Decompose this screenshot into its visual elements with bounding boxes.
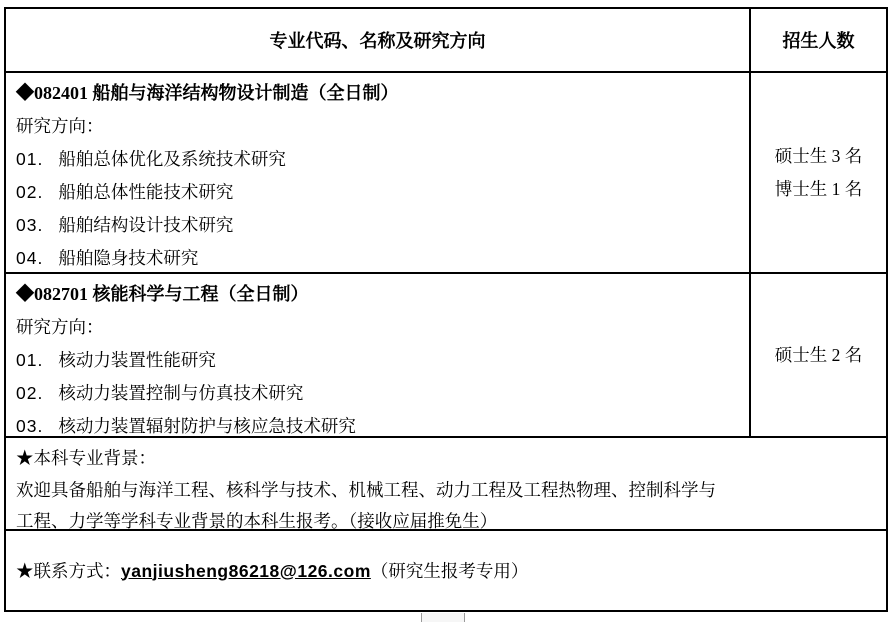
admissions-table — [4, 7, 888, 612]
enrollment-masters: 硕士生 3 名 — [774, 145, 863, 166]
background-text-line2: 工程、力学等学科专业背景的本科生报考。（接收应届推免生） — [16, 511, 498, 531]
direction-number: 02. — [16, 383, 44, 403]
direction-item — [16, 344, 739, 377]
header-cell-major — [6, 9, 751, 71]
direction-number: 03. — [16, 215, 44, 235]
direction-text: 船舶总体优化及系统技术研究 — [58, 149, 286, 169]
contact-prefix: ★联系方式： — [16, 560, 121, 581]
contact-line — [6, 558, 538, 583]
program-082701-title: ◆082701 核能科学与工程（全日制） — [16, 284, 309, 304]
header-cell-enrollment — [751, 9, 886, 71]
direction-text: 核动力装置辐射防护与核应急技术研究 — [58, 416, 356, 436]
direction-text: 船舶结构设计技术研究 — [58, 215, 234, 235]
direction-item — [16, 176, 739, 209]
direction-number: 03. — [16, 416, 44, 436]
direction-item — [16, 209, 739, 242]
direction-number: 01. — [16, 149, 44, 169]
direction-text: 船舶总体性能技术研究 — [58, 182, 234, 202]
direction-item — [16, 410, 739, 443]
direction-number: 01. — [16, 350, 44, 370]
program-082701-details — [6, 274, 751, 436]
direction-item — [16, 377, 739, 410]
contact-email-link[interactable]: yanjiusheng86218@126.com — [121, 560, 371, 581]
enrollment-masters: 硕士生 2 名 — [774, 344, 863, 365]
program-082401-title: ◆082401 船舶与海洋结构物设计制造（全日制） — [16, 83, 399, 103]
program-082401-details — [6, 73, 751, 272]
direction-number: 04. — [16, 248, 44, 268]
background-title: ★本科专业背景： — [16, 448, 156, 468]
background-row — [6, 438, 886, 531]
program-row-082401 — [6, 73, 886, 274]
direction-text: 船舶隐身技术研究 — [58, 248, 199, 268]
direction-number: 02. — [16, 182, 44, 202]
program-082701-enrollment — [751, 274, 886, 436]
table-header-row — [6, 9, 886, 73]
direction-item — [16, 143, 739, 176]
program-row-082701 — [6, 274, 886, 438]
enrollment-doctoral: 博士生 1 名 — [774, 178, 863, 199]
direction-text: 核动力装置性能研究 — [58, 350, 216, 370]
clipped-next-cell-fragment — [421, 613, 465, 622]
contact-suffix: （研究生报考专用） — [370, 560, 529, 581]
contact-row — [6, 531, 886, 609]
program-082701-directions-label: 研究方向： — [16, 317, 104, 337]
background-text-line1: 欢迎具备船舶与海洋工程、核科学与技术、机械工程、动力工程及工程热物理、控制科学与 — [16, 479, 716, 500]
direction-item — [16, 242, 739, 275]
program-082401-directions-label: 研究方向： — [16, 116, 104, 136]
direction-text: 核动力装置控制与仿真技术研究 — [58, 383, 304, 403]
program-082401-enrollment — [751, 73, 886, 272]
header-enrollment-label: 招生人数 — [782, 31, 855, 51]
header-major-label: 专业代码、名称及研究方向 — [269, 31, 486, 51]
